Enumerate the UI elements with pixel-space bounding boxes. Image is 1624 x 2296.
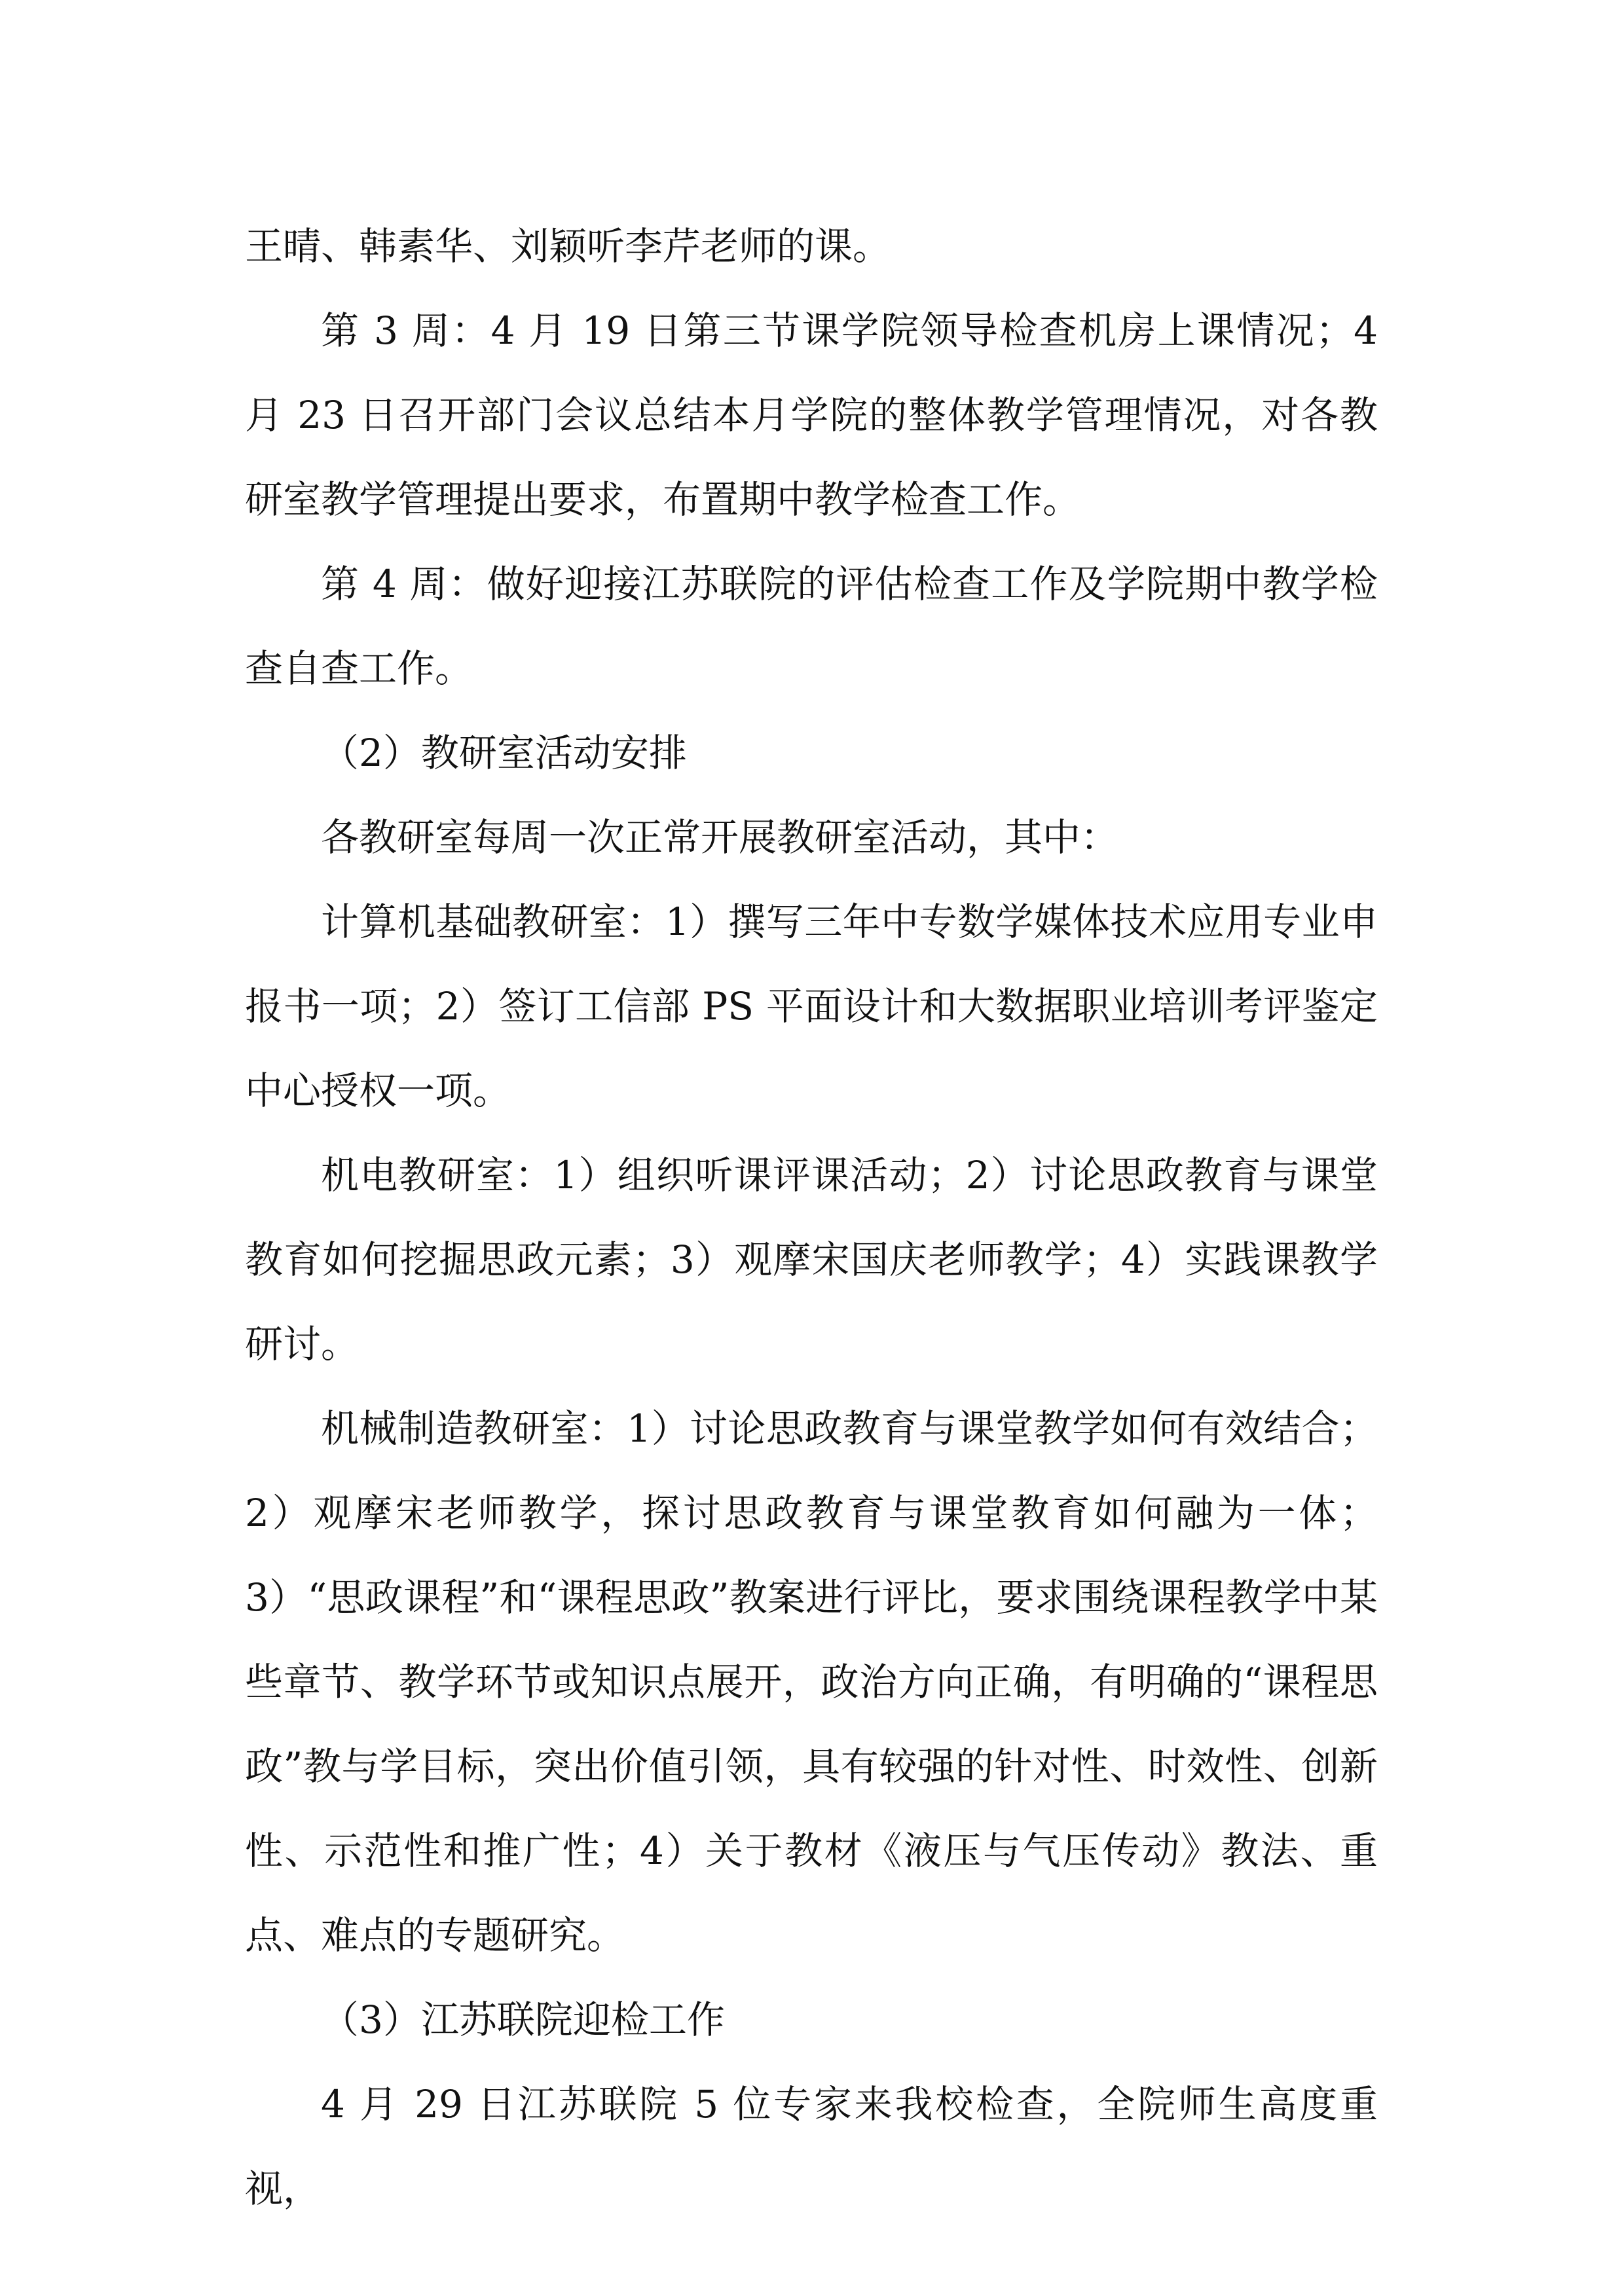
document-body xyxy=(245,204,1378,2231)
paragraph-weekly-activity: 各教研室每周一次正常开展教研室活动，其中： xyxy=(321,815,1119,860)
paragraph-week-3: 第 3 周：4 月 19 日第三节课学院领导检查机房上课情况；4 月 23 日召开部门会议总结本月学院的整体教学管理情况，对各教研室教学管理提出要求，布置期中教学检查工作。 xyxy=(245,308,1378,522)
paragraph-mechanical-manufacturing: 机械制造教研室：1）讨论思政教育与课堂教学如何有效结合；2）观摩宋老师教学，探讨思政教育与课堂教育如何融为一体；3）“思政课程”和“课程思政”教案进行评比，要求围绕课程教学中某些章节、教学环节或知识点展开，政治方向正确，有明确的“课程思政”教与学目标，突出价值引领，具有较强的针对性、时效性、创新性、示范性和推广性；4）关于教材《液压与气压传动》教法、重点、难点的专题研究。 xyxy=(245,1406,1378,1958)
section-heading-teaching-research: （2）教研室活动安排 xyxy=(321,731,687,775)
paragraph-week-4: 第 4 周：做好迎接江苏联院的评估检查工作及学院期中教学检查自查工作。 xyxy=(245,562,1378,691)
paragraph-electromechanical: 机电教研室：1）组织听课评课活动；2）讨论思政教育与课堂教育如何挖掘思政元素；3）观摩宋国庆老师教学；4）实践课教学研讨。 xyxy=(245,1153,1378,1366)
paragraph-continuation: 王晴、韩素华、刘颖听李芹老师的课。 xyxy=(245,224,891,268)
paragraph-inspection: 4 月 29 日江苏联院 5 位专家来我校检查，全院师生高度重视， xyxy=(245,2082,1378,2211)
paragraph-computer-basics: 计算机基础教研室：1）撰写三年中专数学媒体技术应用专业申报书一项；2）签订工信部 PS 平面设计和大数据职业培训考评鉴定中心授权一项。 xyxy=(245,900,1378,1113)
section-heading-inspection: （3）江苏联院迎检工作 xyxy=(321,1997,725,2042)
